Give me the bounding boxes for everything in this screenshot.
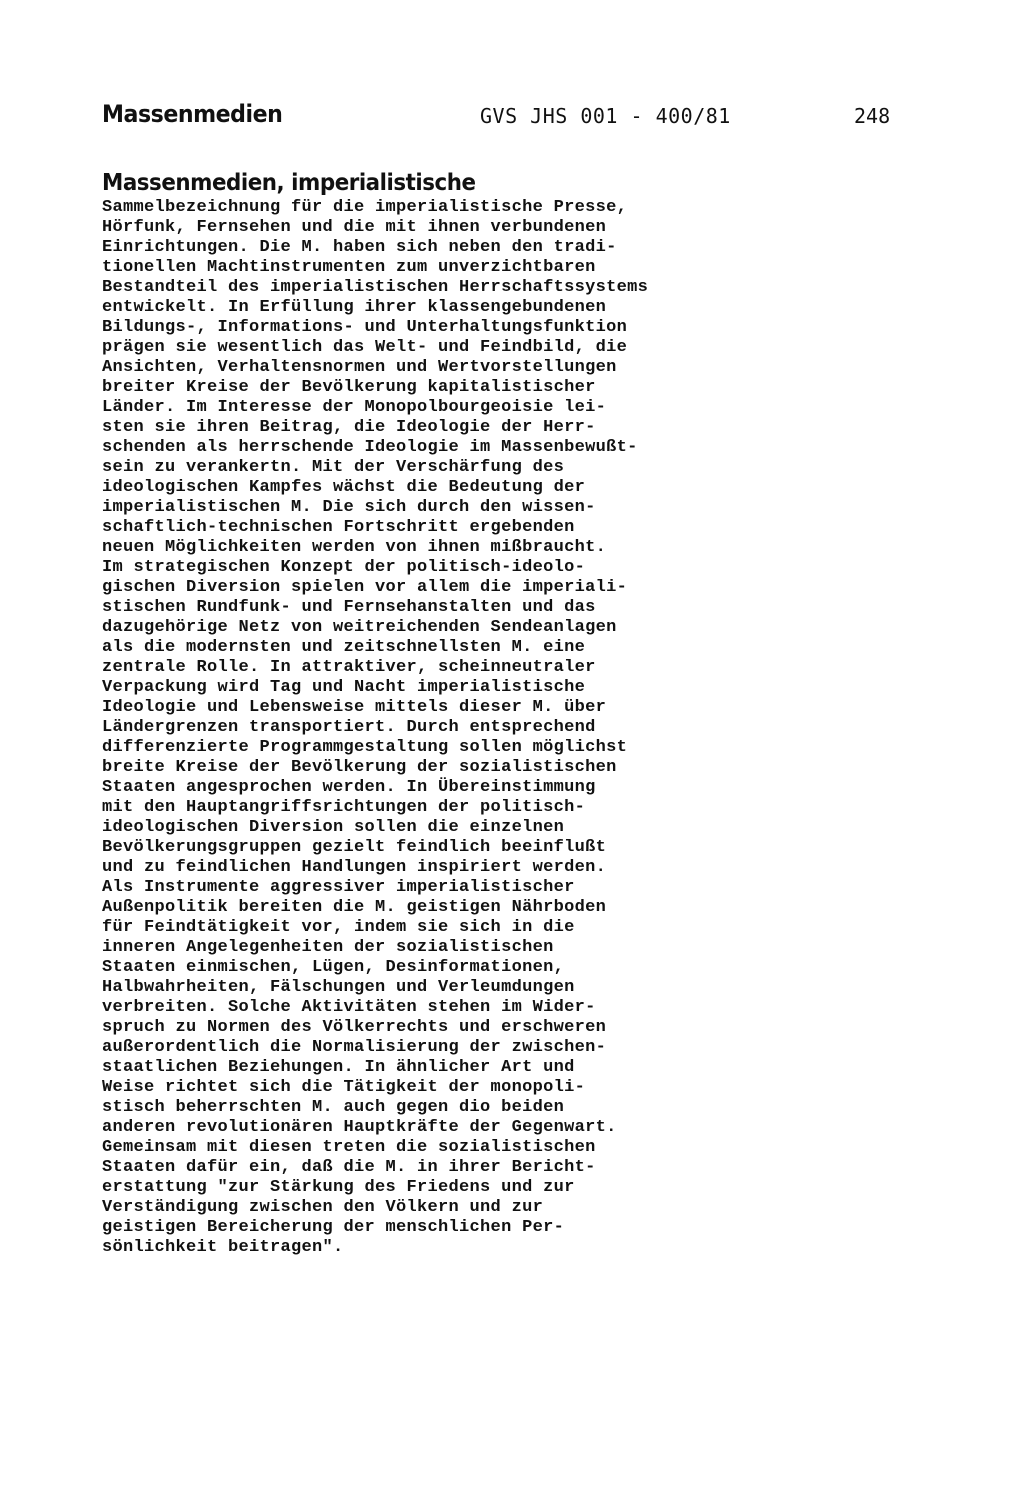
body-line: ideologischen Kampfes wächst die Bedeutung der	[102, 478, 586, 497]
body-line: imperialistischen M. Die sich durch den wissen-	[102, 498, 596, 517]
body-line: für Feindtätigkeit vor, indem sie sich in die	[102, 918, 575, 937]
body-line: Bevölkerungsgruppen gezielt feindlich beeinflußt	[102, 838, 607, 857]
body-line: inneren Angelegenheiten der sozialistischen	[102, 938, 554, 957]
page-header	[102, 100, 902, 140]
body-line: dazugehörige Netz von weitreichenden Sendeanlagen	[102, 618, 617, 637]
body-line: stisch beherrschten M. auch gegen dio beiden	[102, 1098, 565, 1117]
body-line: Als Instrumente aggressiver imperialistischer	[102, 878, 575, 897]
body-line: Gemeinsam mit diesen treten die sozialistischen	[102, 1138, 596, 1157]
body-line: Ansichten, Verhaltensnormen und Wertvorstellungen	[102, 358, 617, 377]
running-head-keyword: Massenmedien	[102, 100, 283, 128]
body-line: Verständigung zwischen den Völkern und zur	[102, 1198, 544, 1217]
body-line: und zu feindlichen Handlungen inspiriert werden.	[102, 858, 607, 877]
body-line: ideologischen Diversion sollen die einzelnen	[102, 818, 565, 837]
body-line: mit den Hauptangriffsrichtungen der politisch-	[102, 798, 586, 817]
body-line: Bildungs-, Informations- und Unterhaltungsfunktion	[102, 318, 628, 337]
body-line: anderen revolutionären Hauptkräfte der Gegenwart.	[102, 1118, 617, 1137]
body-line: Außenpolitik bereiten die M. geistigen Nährboden	[102, 898, 607, 917]
body-line: sönlichkeit beitragen".	[102, 1238, 344, 1257]
document-classification-code: GVS JHS 001 - 400/81	[480, 104, 731, 128]
body-line: Hörfunk, Fernsehen und die mit ihnen verbundenen	[102, 218, 607, 237]
body-line: staatlichen Beziehungen. In ähnlicher Art und	[102, 1058, 575, 1077]
body-line: Halbwahrheiten, Fälschungen und Verleumdungen	[102, 978, 575, 997]
body-line: Verpackung wird Tag und Nacht imperialistische	[102, 678, 586, 697]
body-line: schenden als herrschende Ideologie im Massenbewußt-	[102, 438, 638, 457]
body-line: breiter Kreise der Bevölkerung kapitalistischer	[102, 378, 596, 397]
body-line: breite Kreise der Bevölkerung der sozialistischen	[102, 758, 617, 777]
body-line: Staaten angesprochen werden. In Übereinstimmung	[102, 778, 596, 797]
body-line: schaftlich-technischen Fortschritt ergebenden	[102, 518, 575, 537]
body-line: gischen Diversion spielen vor allem die imperiali-	[102, 578, 628, 597]
body-line: zentrale Rolle. In attraktiver, scheinneutraler	[102, 658, 596, 677]
body-line: Ländergrenzen transportiert. Durch entsprechend	[102, 718, 596, 737]
body-line: Weise richtet sich die Tätigkeit der monopoli-	[102, 1078, 586, 1097]
entry-body-text	[102, 198, 782, 1258]
body-line: stischen Rundfunk- und Fernsehanstalten und das	[102, 598, 596, 617]
body-line: außerordentlich die Normalisierung der zwischen-	[102, 1038, 607, 1057]
entry-title: Massenmedien, imperialistische	[102, 170, 476, 196]
body-line: Bestandteil des imperialistischen Herrschaftssystems	[102, 278, 649, 297]
body-line: entwickelt. In Erfüllung ihrer klassengebundenen	[102, 298, 607, 317]
body-line: Im strategischen Konzept der politisch-ideolo-	[102, 558, 586, 577]
body-line: erstattung "zur Stärkung des Friedens und zur	[102, 1178, 575, 1197]
body-line: Einrichtungen. Die M. haben sich neben den tradi-	[102, 238, 617, 257]
body-line: spruch zu Normen des Völkerrechts und erschweren	[102, 1018, 607, 1037]
body-line: geistigen Bereicherung der menschlichen Per-	[102, 1218, 565, 1237]
body-line: Staaten dafür ein, daß die M. in ihrer Bericht-	[102, 1158, 596, 1177]
body-line: als die modernsten und zeitschnellsten M. eine	[102, 638, 586, 657]
body-line: sein zu verankertn. Mit der Verschärfung des	[102, 458, 565, 477]
body-line: Länder. Im Interesse der Monopolbourgeoisie lei-	[102, 398, 607, 417]
body-line: prägen sie wesentlich das Welt- und Feindbild, die	[102, 338, 628, 357]
body-line: neuen Möglichkeiten werden von ihnen mißbraucht.	[102, 538, 607, 557]
body-line: Staaten einmischen, Lügen, Desinformationen,	[102, 958, 565, 977]
body-line: tionellen Machtinstrumenten zum unverzichtbaren	[102, 258, 596, 277]
body-line: differenzierte Programmgestaltung sollen möglichst	[102, 738, 628, 757]
page-number: 248	[854, 104, 891, 128]
body-line: verbreiten. Solche Aktivitäten stehen im Wider-	[102, 998, 596, 1017]
body-line: Sammelbezeichnung für die imperialistische Presse,	[102, 198, 628, 217]
body-line: sten sie ihren Beitrag, die Ideologie der Herr-	[102, 418, 596, 437]
body-line: Ideologie und Lebensweise mittels dieser M. über	[102, 698, 607, 717]
